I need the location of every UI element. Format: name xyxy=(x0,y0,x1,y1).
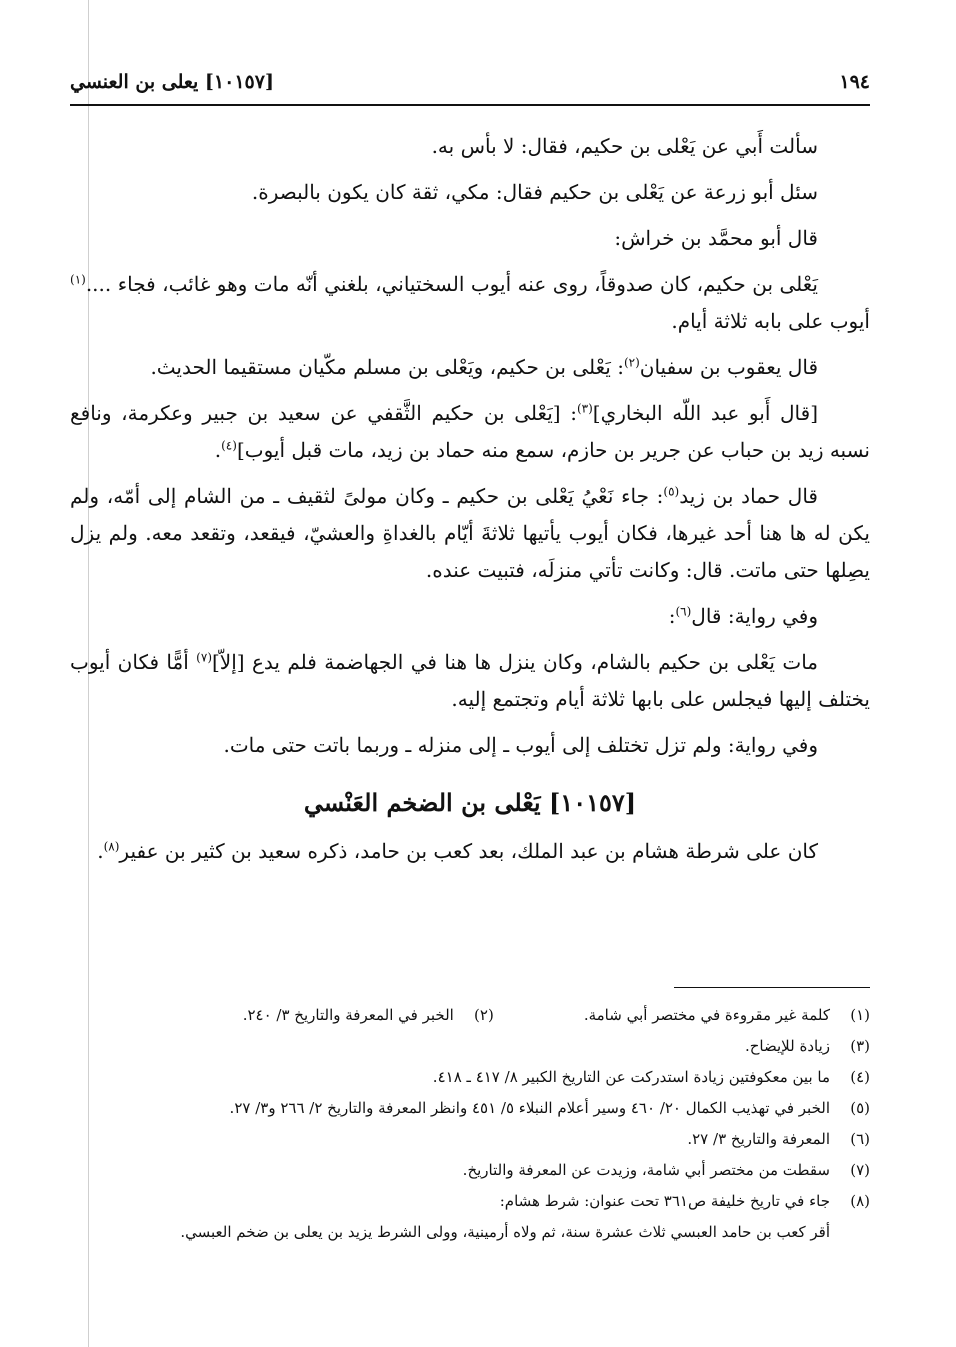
paragraph-5 xyxy=(70,349,870,386)
footnote-text: جاء في تاريخ خليفة ص٣٦١ تحت عنوان: شرط هشام: xyxy=(499,1192,830,1210)
footnote-ref-4: (٤) xyxy=(221,438,237,453)
footnote-7 xyxy=(70,1155,870,1186)
paragraph-8 xyxy=(70,598,870,635)
footnote-number: (٦) xyxy=(850,1130,870,1148)
footnote-8 xyxy=(70,1186,870,1217)
footnote-number: (١) xyxy=(850,1006,870,1024)
footnote-1 xyxy=(584,1000,870,1031)
footnote-ref-6: (٦) xyxy=(675,604,692,619)
footnote-text: الخبر في تهذيب الكمال ٢٠/ ٤٦٠ وسير أعلام النبلاء ٥/ ٤٥١ وانظر المعرفة والتاريخ ٢/ ٢٦٦ و٣/ ٢٧. xyxy=(229,1099,830,1117)
footnote-rule xyxy=(674,987,870,988)
footnote-number: (٨) xyxy=(850,1192,870,1210)
footnote-4 xyxy=(70,1062,870,1093)
paragraph-3: قال أبو محمَّد بن خراش: xyxy=(614,226,818,250)
paragraph-8-text-b: : xyxy=(668,604,676,628)
header-rule xyxy=(70,104,870,106)
main-text xyxy=(70,128,870,879)
footnote-6 xyxy=(70,1124,870,1155)
page-header xyxy=(70,62,870,102)
footnote-text: كلمة غير مقروءة في مختصر أبي شامة. xyxy=(583,1006,830,1024)
footnote-number: (٤) xyxy=(850,1068,870,1086)
paragraph-6 xyxy=(70,395,870,469)
section-title: [١٠١٥٧] يَعْلى بن الضخم العَنْسي xyxy=(303,788,637,817)
paragraph-7 xyxy=(70,478,870,589)
footnote-text: زيادة للإيضاح. xyxy=(744,1037,830,1055)
footnote-ref-8: (٨) xyxy=(103,839,120,854)
footnote-2 xyxy=(243,1000,494,1031)
paragraph-9-text-b: أمًّا فكان أيوب يختلف إليها فيجلس على بابها ثلاثة أيام وتجتمع إليه. xyxy=(70,650,870,711)
footnote-ref-2: (٢) xyxy=(623,355,640,370)
footnote-row-1-2 xyxy=(70,1000,870,1031)
paragraph-2: سئل أبو زرعة عن يَعْلى بن حكيم فقال: مكي، ثقة كان يكون بالبصرة. xyxy=(251,180,818,204)
paragraph-8-text-a: وفي رواية: قال xyxy=(691,604,818,628)
paragraph-1: سألت أَبي عن يَعْلى بن حكيم، فقال: لا بأس به. xyxy=(431,134,818,158)
paragraph-10: وفي رواية: ولم تزل تختلف إلى أيوب ـ إلى منزله ـ وربما باتت حتى مات. xyxy=(223,733,818,757)
paragraph-4-text-b: أيوب على بابه ثلاثة أيام. xyxy=(671,309,870,333)
paragraph-11 xyxy=(70,833,870,870)
footnote-8-continuation: أقر كعب بن حامد العبسي ثلاث عشرة سنة، ثم ولاه أرمينية، وولى الشرط يزيد بن يعلى بن ضخم العبسي. xyxy=(180,1223,830,1241)
footnote-text: الخبر في المعرفة والتاريخ ٣/ ٢٤٠. xyxy=(242,1006,454,1024)
paragraph-6-text-b: : [يَعْلى بن حكيم الثَّقفي عن سعيد بن جبير وعكرمة، ونافع نسبه زيد بن حباب عن جرير بن حازم، سمع منه حماد بن زيد، مات قبل أيوب] xyxy=(70,401,870,462)
paragraph-9 xyxy=(70,644,870,718)
footnote-number: (٧) xyxy=(850,1161,870,1179)
paragraph-11-text-b: . xyxy=(97,839,104,863)
paragraph-5-text-a: قال يعقوب بن سفيان xyxy=(639,355,818,379)
footnote-5 xyxy=(70,1093,870,1124)
paragraph-4-text-a: يَعْلى بن حكيم، كان صدوقاً، روى عنه أيوب السختياني، بلغني أنّه مات وهو غائب، فجاء .... xyxy=(85,272,818,296)
paragraph-5-text-b: : يَعْلى بن حكيم، ويَعْلى بن مسلم مكّيان مستقيما الحديث. xyxy=(150,355,624,379)
paragraph-6-text-c: . xyxy=(214,438,222,462)
footnote-text: ما بين معكوفتين زيادة استدركت عن التاريخ الكبير ٨/ ٤١٧ ـ ٤١٨. xyxy=(432,1068,830,1086)
paragraph-11-text-a: كان على شرطة هشام بن عبد الملك، بعد كعب بن حامد، ذكره سعيد بن كثير بن عفير xyxy=(119,839,818,863)
page-number: ١٩٤ xyxy=(839,71,870,93)
paragraph-9-text-a: مات يَعْلى بن حكيم بالشام، وكان ينزل ها هنا في الجهاضمة فلم يدع [إلاّ] xyxy=(212,650,819,674)
paragraph-6-text-a: [قال أَبو عبد اللّه البخاري] xyxy=(592,401,818,425)
footnote-ref-5: (٥) xyxy=(663,484,680,499)
running-title: [١٠١٥٧] يعلى بن العنسي xyxy=(70,71,274,93)
footnote-text: سقطت من مختصر أبي شامة، وزيدت عن المعرفة والتاريخ. xyxy=(462,1161,830,1179)
paragraph-7-text-b: : جاء نَعْيُ يَعْلى بن حكيم ـ وكان مولىً لثقيف ـ من الشام إلى أمّه، ولم يكن له ها هنا أحد غيرها، فكان أيوب يأتيها ثلاثةَ أيّام بالغداةِ والعشيّ، فيقعد، وتقعد معه. ولم يزل يصِلها حتى ماتت. قال: وكانت تأتي منزلَه، فتبيت عنده. xyxy=(70,484,870,582)
footnote-number: (٣) xyxy=(850,1037,870,1055)
footnote-ref-1: (١) xyxy=(70,272,86,287)
footnote-3 xyxy=(70,1031,870,1062)
footnote-ref-3: (٣) xyxy=(576,401,593,416)
paragraph-7-text-a: قال حماد بن زيد xyxy=(679,484,818,508)
footnotes xyxy=(70,1000,870,1248)
footnote-number: (٥) xyxy=(850,1099,870,1117)
footnote-number: (٢) xyxy=(474,1006,494,1024)
paragraph-4 xyxy=(70,266,870,340)
footnote-ref-7: (٧) xyxy=(196,650,212,665)
footnote-text: المعرفة والتاريخ ٣/ ٢٧. xyxy=(687,1130,830,1148)
